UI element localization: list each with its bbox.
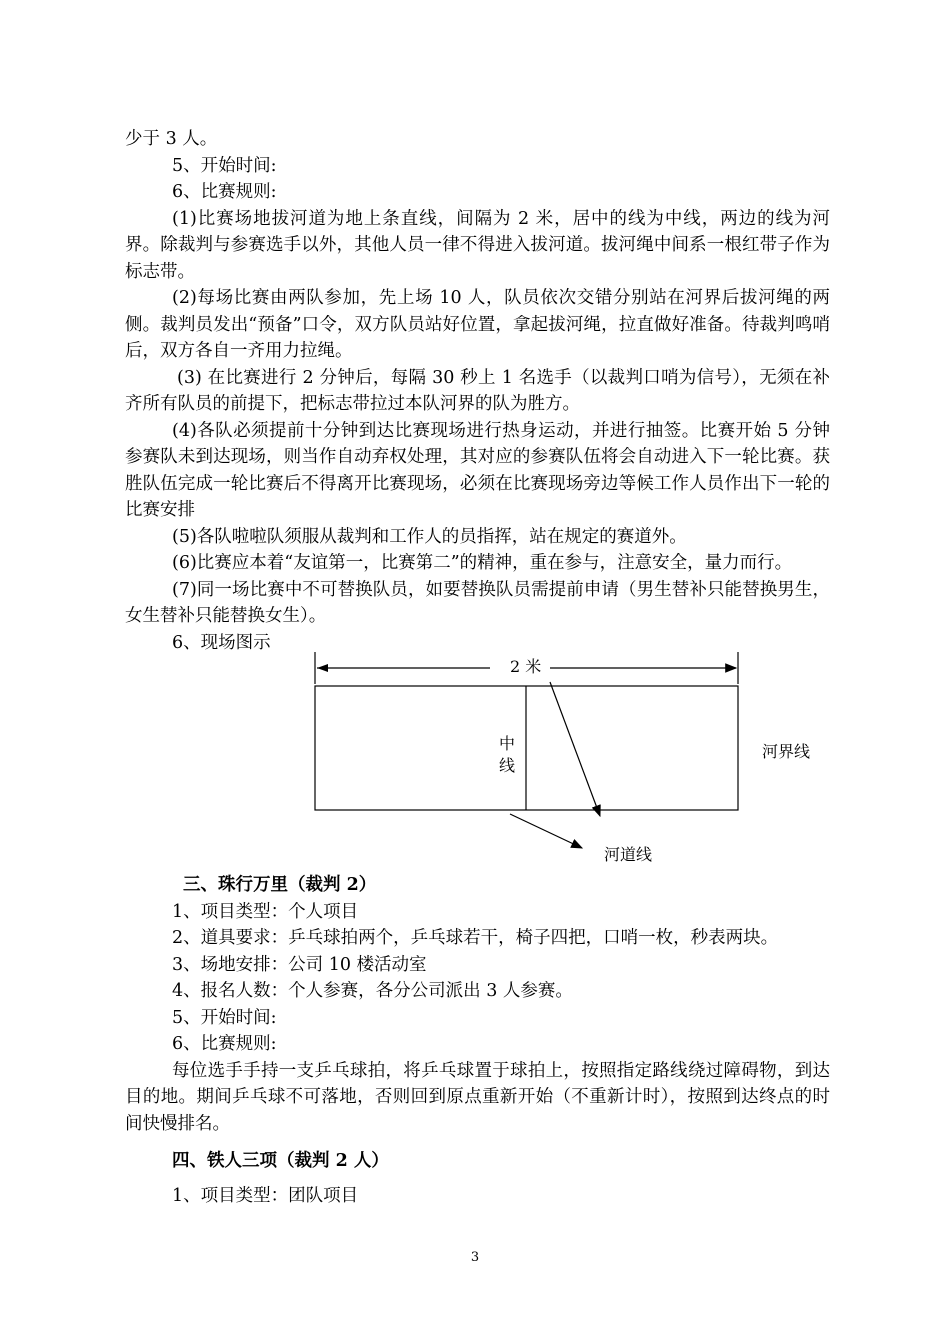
paragraph: 4、报名人数：个人参赛，各分公司派出 3 人参赛。 [172, 981, 573, 1001]
paragraph: (1)比赛场地拔河道为地上条直线，间隔为 2 米，居中的线为中线，两边的线为河界。除裁判与参赛选手以外，其他人员一律不得进入拔河道。拔河绳中间系一根红带子作为标志带。 [125, 208, 830, 282]
paragraph: (4)各队必须提前十分钟到达比赛现场进行热身运动，并进行抽签。比赛开始 5 分钟参赛队未到达现场，则当作自动弃权处理，其对应的参赛队伍将会自动进入下一轮比赛。获胜队伍完成一轮比赛后不得离开比赛现场，必须在比赛现场旁边等候工作人员作出下一轮的比赛安排 [125, 420, 830, 520]
section-heading: 三、珠行万里（裁判 2） [183, 875, 377, 895]
paragraph: (3) 在比赛进行 2 分钟后，每隔 30 秒上 1 名选手（以裁判口哨为信号），无须在补齐所有队员的前提下，把标志带拉过本队河界的队为胜方。 [125, 367, 830, 414]
paragraph: 1、项目类型：个人项目 [172, 901, 359, 922]
pointer-arrow-lane [510, 814, 582, 848]
paragraph: 2、道具要求：乒乓球拍两个，乒乓球若干，椅子四把，口哨一枚，秒表两块。 [172, 928, 779, 948]
paragraph: (5)各队啦啦队须服从裁判和工作人的员指挥，站在规定的赛道外。 [172, 526, 687, 547]
paragraph: 1、项目类型：团队项目 [172, 1185, 359, 1206]
page-number: 3 [470, 1250, 480, 1265]
center-line-label-2: 线 [499, 756, 516, 775]
field-diagram-svg [300, 652, 840, 872]
paragraph: 5、开始时间: [172, 155, 277, 176]
section-3 [125, 872, 830, 1137]
paragraph: 少于 3 人。 [125, 129, 218, 149]
paragraph: 每位选手手持一支乒乓球拍，将乒乓球置于球拍上，按照指定路线绕过障碍物，到达目的地。期间乒乓球不可落地，否则回到原点重新开始（不重新计时），按照到达终点的时间快慢排名。 [125, 1060, 830, 1134]
section-heading: 四、铁人三项（裁判 2 人） [172, 1151, 389, 1171]
paragraph: (7)同一场比赛中不可替换队员，如要替换队员需提前申请（男生替补只能替换男生，女生替补只能替换女生）。 [125, 579, 830, 626]
paragraph: 6、现场图示 [172, 632, 271, 653]
paragraph: (2)每场比赛由两队参加，先上场 10 人，队员依次交错分别站在河界后拔河绳的两侧。裁判员发出“预备”口令，双方队员站好位置，拿起拔河绳，拉直做好准备。待裁判鸣哨后，双方各自一齐用力拉绳。 [125, 288, 830, 361]
center-line-label-1: 中 [499, 734, 516, 753]
paragraph: 5、开始时间: [172, 1007, 277, 1028]
section-4 [125, 1148, 830, 1209]
paragraph: 3、场地安排：公司 10 楼活动室 [172, 954, 427, 975]
lane-line-label: 河道线 [604, 845, 653, 864]
river-boundary-label: 河界线 [762, 742, 811, 761]
tug-of-war-field-diagram [300, 652, 840, 872]
pointer-arrow-center [550, 682, 600, 816]
dimension-arrow-left [317, 664, 328, 672]
paragraph: (6)比赛应本着“友谊第一，比赛第二”的精神，重在参与，注意安全，量力而行。 [172, 553, 793, 573]
paragraph: 6、比赛规则: [172, 1034, 277, 1054]
paragraph: 6、比赛规则: [172, 182, 277, 202]
rules-section-top [125, 126, 830, 656]
width-label: 2 米 [510, 657, 542, 676]
